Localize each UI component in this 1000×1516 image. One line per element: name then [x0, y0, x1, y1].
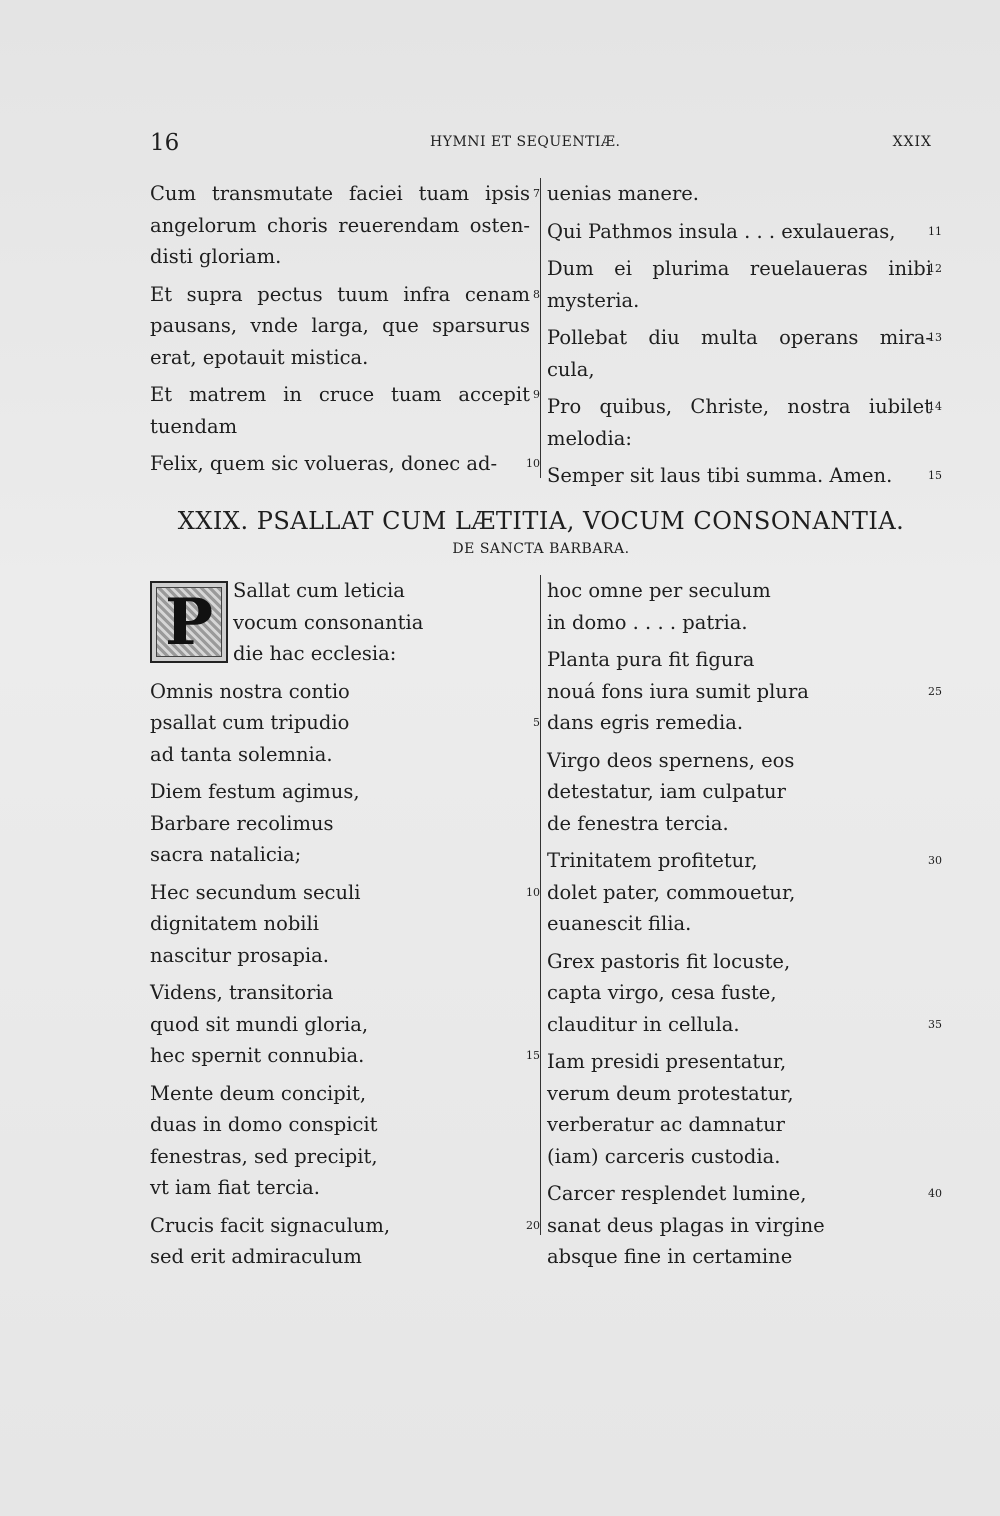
stanza	[547, 946, 942, 1041]
verse-text: Trinitatem profitetur,	[547, 849, 758, 872]
line-number: 8	[533, 287, 540, 301]
verse-line	[547, 808, 932, 840]
verse-line	[150, 839, 530, 871]
verse-line	[150, 1109, 530, 1141]
verse-text: angelorum choris reuerendam osten-	[150, 213, 530, 237]
verse-line	[150, 411, 530, 443]
line-number: 40	[928, 1187, 942, 1200]
verse-text: die hac ecclesia:	[233, 642, 397, 665]
verse-text: hec spernit connubia.	[150, 1044, 365, 1067]
stanza	[150, 575, 530, 670]
stanza	[150, 448, 540, 480]
stanza	[547, 178, 932, 210]
hymn-title: XXIX. PSALLAT CUM LÆTITIA, VOCUM CONSONANTIA.	[177, 507, 905, 535]
verse-text: dolet pater, commouetur,	[547, 880, 796, 904]
verse-text: vocum consonantia	[233, 610, 424, 634]
verse-text: psallat cum tripudio	[150, 711, 350, 734]
verse-text: Sallat cum leticia	[233, 579, 405, 602]
verse-line	[150, 178, 540, 210]
verse-text: sacra natalicia;	[150, 843, 302, 866]
verse-line	[150, 210, 530, 242]
stanza	[150, 676, 540, 771]
verse-text: Pro quibus, Christe, nostra iubilet	[547, 395, 932, 418]
stanza	[547, 216, 942, 248]
stanza	[547, 845, 942, 940]
stanza	[547, 391, 942, 454]
verse-text: Felix, quem sic volueras, donec ad-	[150, 452, 498, 475]
verse-line	[547, 178, 932, 210]
verse-text: Carcer resplendet lumine,	[547, 1182, 807, 1205]
verse-line	[547, 946, 932, 978]
stanza	[547, 1178, 942, 1273]
verse-line	[547, 607, 932, 639]
verse-text: Dum ei plurima reuelaueras inibi	[547, 257, 932, 280]
verse-line	[547, 1046, 932, 1078]
stanza	[547, 253, 942, 316]
verse-line	[547, 776, 932, 808]
verse-line	[547, 877, 932, 909]
verse-line	[150, 1172, 530, 1204]
verse-text: Et matrem in cruce tuam accepit	[150, 383, 530, 406]
verse-text: Barbare recolimus	[150, 811, 334, 835]
verse-text: Crucis facit signaculum,	[150, 1213, 391, 1237]
verse-text: Diem festum agimus,	[150, 780, 360, 803]
line-number: 15	[928, 469, 942, 482]
verse-text: Qui Pathmos insula . . . exulaueras,	[547, 219, 896, 243]
verse-text: nouá fons iura sumit plura	[547, 679, 809, 703]
verse-line	[547, 1078, 932, 1110]
verse-text: in domo . . . . patria.	[547, 610, 748, 634]
verse-line	[547, 845, 942, 877]
verse-line	[547, 216, 942, 248]
verse-line	[150, 575, 530, 607]
verse-line	[150, 1009, 530, 1041]
stanza	[150, 877, 540, 972]
verse-text: (iam) carceris custodia.	[547, 1144, 781, 1168]
verse-line	[150, 1141, 530, 1173]
verse-text: dignitatem nobili	[150, 912, 320, 935]
verse-text: mysteria.	[547, 288, 640, 312]
verse-line	[547, 1141, 932, 1173]
line-number: 15	[526, 1049, 540, 1062]
verse-text: erat, epotauit mistica.	[150, 345, 369, 369]
line-number: 30	[928, 854, 942, 867]
verse-line	[150, 310, 530, 342]
verse-text: pausans, vnde larga, que sparsurus	[150, 314, 530, 337]
verse-text: cula,	[547, 357, 595, 381]
verse-text: absque fine in certamine	[547, 1245, 793, 1268]
stanza	[150, 379, 540, 442]
verse-line	[150, 940, 530, 972]
verse-line	[547, 1241, 932, 1273]
verse-text: vt iam fiat tercia.	[150, 1176, 320, 1199]
verse-line	[547, 575, 932, 607]
verse-text: nascitur prosapia.	[150, 943, 329, 967]
verse-line	[547, 1009, 942, 1041]
verse-text: de fenestra tercia.	[547, 811, 729, 835]
verse-text: Cum transmutate faciei tuam ipsis	[150, 182, 530, 205]
verse-text: Pollebat diu multa operans mira-	[547, 326, 932, 349]
verse-line	[547, 977, 932, 1009]
verse-text: dans egris remedia.	[547, 711, 744, 734]
stanza	[150, 1210, 540, 1273]
verse-line	[547, 391, 942, 423]
verse-text: capta virgo, cesa fuste,	[547, 981, 777, 1004]
verse-text: duas in domo conspicit	[150, 1113, 378, 1136]
verse-line	[547, 644, 932, 676]
line-number: 7	[533, 187, 540, 200]
hymn-subtitle: DE SANCTA BARBARA.	[452, 541, 630, 557]
stanza	[547, 644, 942, 739]
verse-text: hoc omne per seculum	[547, 579, 771, 602]
verse-line	[150, 776, 530, 808]
verse-line	[150, 1078, 530, 1110]
verse-text: quod sit mundi gloria,	[150, 1012, 369, 1036]
verse-text: fenestras, sed precipit,	[150, 1144, 378, 1168]
stanza	[547, 575, 932, 638]
verse-line	[150, 977, 530, 1009]
verse-line	[547, 707, 932, 739]
verse-text: sanat deus plagas in virgine	[547, 1213, 825, 1237]
stanza	[547, 322, 942, 385]
stanza	[150, 1078, 530, 1204]
verse-text: verum deum protestatur,	[547, 1081, 794, 1105]
verse-line	[150, 877, 540, 909]
verse-text: clauditur in cellula.	[547, 1012, 740, 1036]
verse-line	[150, 448, 540, 480]
verse-line	[150, 1040, 540, 1072]
verse-line	[150, 1241, 530, 1273]
verse-line	[547, 1210, 932, 1242]
line-number: 11	[928, 224, 942, 238]
verse-text: Et supra pectus tuum infra cenam	[150, 282, 530, 306]
stanza	[547, 745, 932, 840]
verse-line	[150, 707, 540, 739]
verse-line	[547, 1178, 942, 1210]
verse-line	[547, 322, 942, 354]
verse-text: verberatur ac damnatur	[547, 1113, 786, 1136]
verse-line	[150, 607, 530, 639]
verse-text: euanescit filia.	[547, 912, 692, 935]
verse-line	[547, 676, 942, 708]
previous-hymn-ending	[150, 178, 942, 487]
right-column	[547, 575, 942, 1279]
verse-line	[150, 1210, 540, 1242]
stanza	[547, 1046, 932, 1172]
line-number: 5	[533, 716, 540, 729]
verse-text: Grex pastoris fit locuste,	[547, 949, 791, 973]
verse-text: melodia:	[547, 426, 632, 450]
verse-text: Mente deum concipit,	[150, 1081, 367, 1105]
verse-text: Iam presidi presentatur,	[547, 1050, 787, 1073]
verse-line	[150, 739, 530, 771]
running-title: HYMNI ET SEQUENTIÆ.	[430, 134, 621, 150]
verse-text: sed erit admiraculum	[150, 1245, 362, 1268]
stanza	[150, 776, 530, 871]
line-number: 14	[928, 400, 942, 413]
stanza	[150, 977, 540, 1072]
line-number: 10	[526, 885, 540, 899]
line-number: 35	[928, 1017, 942, 1031]
verse-line	[150, 342, 530, 374]
column-rule	[540, 575, 541, 1235]
verse-text: ad tanta solemnia.	[150, 742, 333, 766]
verse-line	[150, 638, 530, 670]
page-header	[150, 130, 932, 160]
line-number: 12	[928, 262, 942, 275]
stanza	[150, 178, 540, 273]
hymn-body	[150, 575, 942, 1268]
verse-line	[150, 808, 530, 840]
verse-line	[547, 285, 932, 317]
verse-line	[150, 279, 540, 311]
stanza	[150, 279, 540, 374]
line-number: 25	[928, 684, 942, 698]
verse-line	[547, 354, 932, 386]
verse-text: Videns, transitoria	[150, 981, 334, 1004]
stanza	[547, 460, 942, 492]
verse-line	[547, 253, 942, 285]
verse-text: tuendam	[150, 414, 238, 438]
verse-text: Planta pura fit figura	[547, 648, 755, 671]
line-number: 13	[928, 331, 942, 344]
verse-line	[547, 1109, 932, 1141]
verse-text: Omnis nostra contio	[150, 679, 350, 703]
verse-line	[150, 241, 530, 273]
page-number: 16	[150, 130, 180, 156]
verse-text: detestatur, iam culpatur	[547, 780, 786, 803]
verse-line	[150, 676, 530, 708]
verse-line	[547, 745, 932, 777]
verse-text: Hec secundum seculi	[150, 880, 361, 904]
verse-line	[150, 379, 540, 411]
initial-letter: P	[164, 585, 214, 660]
column-rule	[540, 178, 541, 478]
line-number: 20	[526, 1218, 540, 1232]
left-column	[150, 575, 540, 1279]
line-number: 10	[526, 457, 540, 470]
line-number: 9	[533, 388, 540, 401]
verse-line	[547, 423, 932, 455]
left-column	[150, 178, 540, 486]
verse-text: disti gloriam.	[150, 245, 282, 268]
verse-text: uenias manere.	[547, 182, 700, 205]
verse-text: Virgo deos spernens, eos	[547, 748, 795, 772]
verse-line	[150, 908, 530, 940]
verse-line	[547, 908, 932, 940]
section-number: XXIX	[892, 134, 932, 150]
verse-line	[547, 460, 942, 492]
verse-text: Semper sit laus tibi summa. Amen.	[547, 464, 893, 487]
right-column	[547, 178, 942, 498]
